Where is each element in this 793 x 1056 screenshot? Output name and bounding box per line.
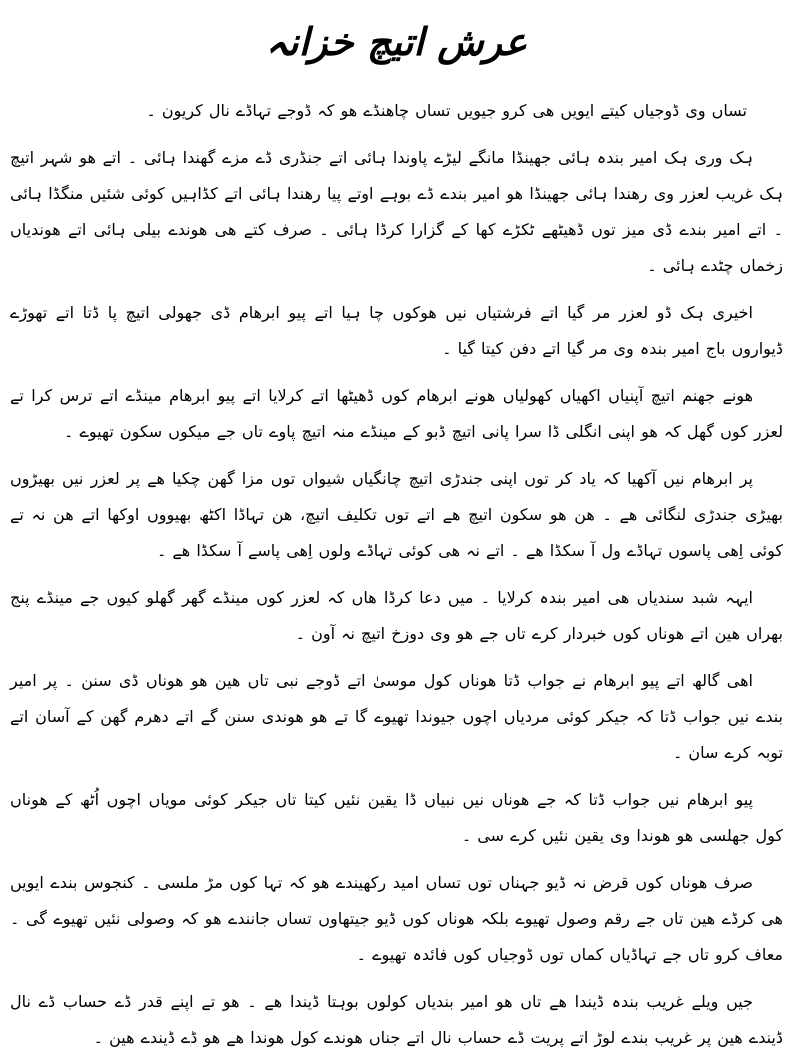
paragraph: جیں ویلے غریب بندہ ڈیندا ھے تاں ھو امیر بندیاں کولوں بوہتا ڈیندا ھے ۔ ھو تے اپنے قدر ڈے حساب ڈے نال ڈیندے ھین پر غریب بندے لوڑ اتے پریت ڈے حساب نال اتے جناں ھوندے کول ھوندا ھے ھو ڈے ڈیندے ھین ۔ bbox=[10, 992, 783, 1048]
document-body bbox=[10, 93, 783, 1056]
paragraph: پیو ابرھام نیں جواب ڈتا کہ جے ھوناں نیں نبیاں ڈا یقین نئیں کیتا تاں جیکر کوئی مویاں اچوں اُٹھ کے ھوناں کول جھلسی ھو ھوندا وی یقین نئیں کرے سی ۔ bbox=[10, 790, 783, 846]
paragraph: صرف ھوناں کوں قرض نہ ڈیو جہناں توں تساں امید رکھیندے ھو کہ تہا کوں مڑ ملسی ۔ کنجوس بندے ایویں ھی کرڈے ھین تاں جے رقم وصول تھیوے بلکہ ھوناں کوں ڈیو جیتھاوں تساں جانندے ھو کہ وصولی نئیں تھیوے گی ۔ معاف کرو تاں جے تہاڈیاں کماں توں ڈوجیاں کوں فائدہ تھیوے ۔ bbox=[10, 873, 783, 965]
page-title: عرش اتیچ خزانہ bbox=[265, 20, 528, 64]
paragraph: اخیری ہک ڈو لعزر مر گیا اتے فرشتیاں نیں ھوکوں چا ہیا اتے پیو ابرھام ڈی جھولی اتیچ پا ڈتا اتے تھوڑے ڈیواروں باج امیر بندہ وی مر گیا اتے دفن کیتا گیا ۔ bbox=[10, 303, 783, 359]
paragraph: ھونے جھنم اتیچ آپنیاں اکھیاں کھولیاں ھونے ابرھام کوں ڈھیٹھا اتے کرلایا اتے پیو ابرھام مینڈے اتے ترس کرا تے لعزر کوں گھل کہ ھو اپنی انگلی ڈا سرا پانی اتیچ ڈبو کے مینڈے منہ اتیچ پاوے تاں جے میکوں سکون تھیوے ۔ bbox=[10, 386, 783, 442]
paragraph: ہک وری ہک امیر بندہ ہائی جھینڈا مانگے لیڑے پاوندا ہائی اتے جنڈری ڈے مزے گھندا ہائی ۔ اتے ھو شہر اتیچ ہک غریب لعزر وی رھندا ہائی جھینڈا ھو امیر بندے ڈے بوہے اوتے پیا رھندا ہائی اتے کڈاہیں کوئی شئیں منگڈا ہائی ۔ اتے امیر بندے ڈی میز توں ڈھیٹھے ٹکڑے کھا کے گزارا کرڈا ہائی ۔ صرف کتے ھی ھوندے بیلی ہائی اتے ھوندیاں زخماں چٹدے ہائی ۔ bbox=[10, 148, 783, 276]
paragraph: اھی گالھ اتے پیو ابرھام نے جواب ڈتا ھوناں کول موسیٰ اتے ڈوجے نبی تاں ھین ھو ھوناں ڈی سنن ۔ پر امیر بندے نیں جواب ڈتا کہ جیکر کوئی مردیاں اچوں جیوندا تھیوے گا تے ھو ھوندی سنن گے اتے دھرم گھن کے آسان اتے توبہ کرے سان ۔ bbox=[10, 671, 783, 763]
paragraph: پر ابرھام نیں آکھیا کہ یاد کر توں اپنی جندڑی اتیچ چانگیاں شیواں توں مزا گھن چکیا ھے پر لعزر نیں بھیڑوں بھیڑی جندڑی لنگائی ھے ۔ ھن ھو سکون اتیچ ھے اتے توں تکلیف اتیچ، ھن تہاڈا اکٹھ بھیووں اوکھا اتے ھن نہ تے کوئی اِھی پاسوں تہاڈے ول آ سکڈا ھے ۔ اتے نہ ھی کوئی تہاڈے ولوں اِھی پاسے آ سکڈا ھے ۔ bbox=[10, 469, 783, 561]
paragraph: تساں وی ڈوجیاں کیتے ایویں ھی کرو جیویں تساں چاھنڈے ھو کہ ڈوجے تہاڈے نال کریون ۔ bbox=[146, 101, 747, 121]
paragraph: ایہہ شبد سندیاں ھی امیر بندہ کرلایا ۔ میں دعا کرڈا ھاں کہ لعزر کوں مینڈے گھر گھلو کیوں جے مینڈے پنج بھراں ھین اتے ھوناں کوں خبردار کرے تاں جے ھو وی دوزخ اتیچ نہ آون ۔ bbox=[10, 588, 783, 644]
